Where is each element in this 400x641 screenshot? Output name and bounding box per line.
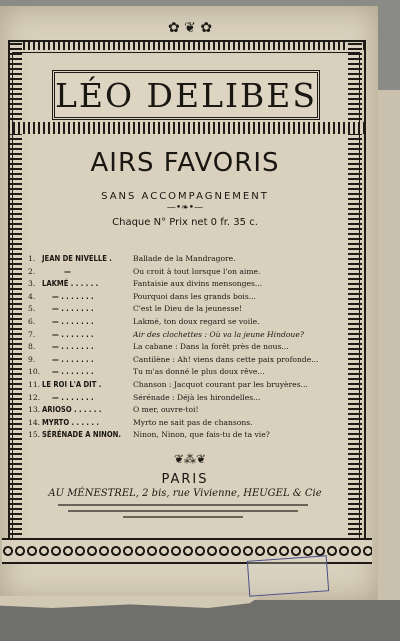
list-item: 12. — . . . . . . . Sérénade : Déjà les hirondelles... bbox=[28, 392, 261, 402]
sheet-edge bbox=[376, 90, 400, 610]
middle-ornament-icon: ❦⁂❦ bbox=[173, 452, 207, 466]
composer-title: LÉO DELIBES bbox=[55, 75, 317, 115]
price-line: Chaque N° Prix net 0 fr. 35 c. bbox=[112, 217, 258, 228]
city-line: PARIS bbox=[161, 472, 209, 487]
collection-subtitle: SANS ACCOMPAGNEMENT bbox=[101, 191, 269, 202]
top-ornament-icon: ✿ ❦ ✿ bbox=[167, 20, 213, 36]
publisher-line: AU MÉNESTREL, 2 bis, rue Vivienne, HEUGEL & Cie bbox=[48, 488, 322, 499]
list-item: 11. LE ROI L'A DIT . Chanson : Jacquot courant par les bruyères... bbox=[28, 379, 308, 389]
library-stamp bbox=[247, 555, 329, 596]
list-item: 9. — . . . . . . . Cantilène : Ah! viens dans cette paix profonde... bbox=[28, 354, 319, 364]
list-item: 3. LAKMÉ . . . . . . Fantaisie aux divins mensonges... bbox=[28, 279, 263, 289]
list-item: 4. — . . . . . . . Pourquoi dans les grands bois... bbox=[28, 291, 256, 301]
list-item: 8. — . . . . . . . La cabane : Dans la forêt près de nous... bbox=[28, 342, 289, 352]
list-item: 14. MYRTO . . . . . . Myrto ne sait pas de chansons. bbox=[28, 417, 253, 427]
list-item: 2. — Ou croit à tout lorsque l'on aime. bbox=[28, 266, 261, 276]
collection-title: AIRS FAVORIS bbox=[90, 148, 280, 178]
list-item: 7. — . . . . . . . Air des clochettes : Où va la jeune Hindoue? bbox=[28, 329, 304, 339]
song-list bbox=[28, 254, 348, 443]
list-item: 10. — . . . . . . . Tu m'as donné le plus doux rêve... bbox=[28, 367, 265, 377]
list-item: 1. JEAN DE NIVELLE . Ballade de la Mandragore. bbox=[28, 254, 236, 263]
list-item: 5. — . . . . . . . C'est le Dieu de la jeunesse! bbox=[28, 304, 243, 314]
list-item: 13. ARIOSO . . . . . . O mer, ouvre-toi! bbox=[28, 405, 199, 415]
list-item: 6. — . . . . . . . Lakmé, ton doux regard se voile. bbox=[28, 316, 260, 326]
fine-print-illegible bbox=[48, 500, 318, 530]
divider-ornament-icon: —•❧•— bbox=[166, 203, 204, 213]
composer-title-box bbox=[52, 70, 320, 120]
list-item: 15. SÉRÉNADE A NINON. Ninon, Ninon, que fais-tu de ta vie? bbox=[28, 430, 270, 440]
